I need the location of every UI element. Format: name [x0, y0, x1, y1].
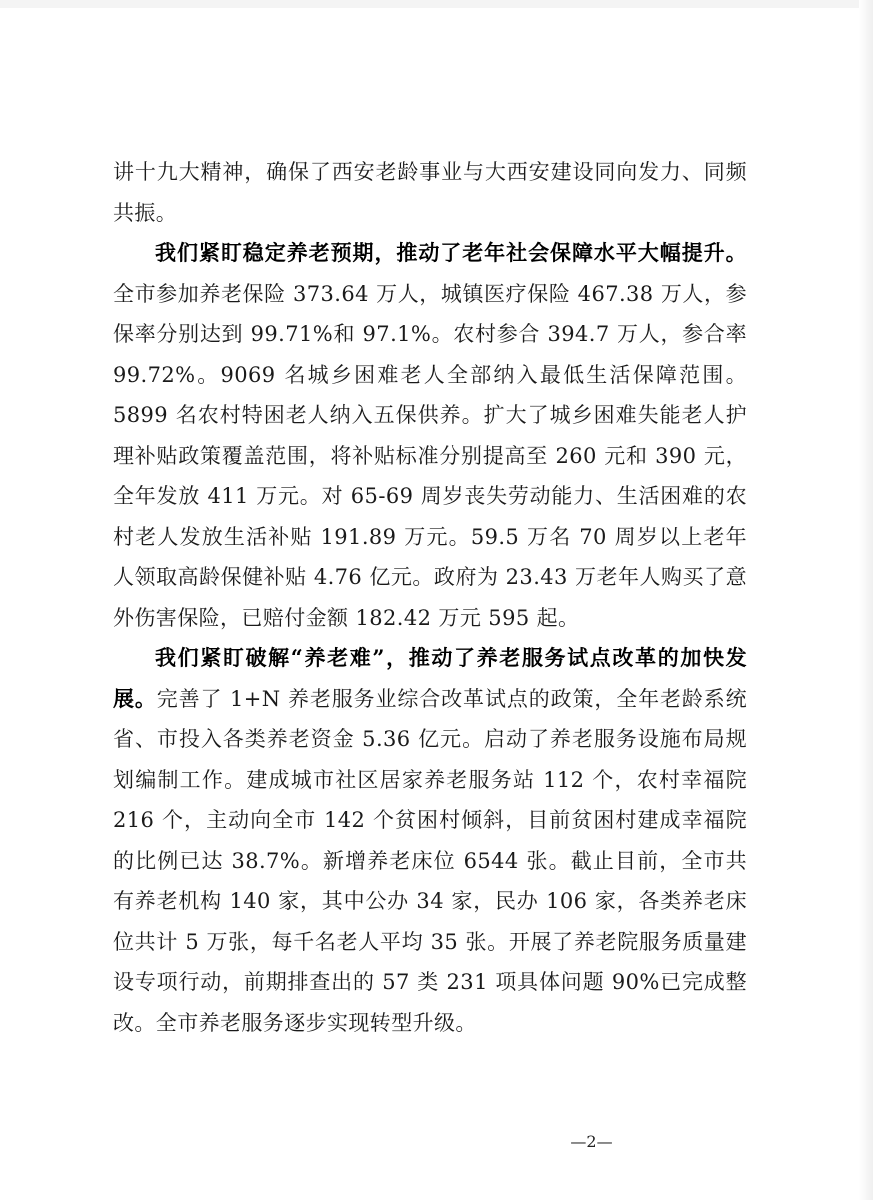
scan-edge-right: [859, 0, 873, 1200]
page-number: —2—: [570, 1132, 613, 1151]
paragraph-text: 完善了 1+N 养老服务业综合改革试点的政策，全年老龄系统省、市投入各类养老资金 5.36 亿元。启动了养老服务设施布局规划编制工作。建成城市社区居家养老服务站 112 个，农村幸福院 216 个，主动向全市 142 个贫困村倾斜，目前贫困村建成幸福院的比例已达 38.7%。新增养老床位 6544 张。截止目前，全市共有养老机构 140 家，其中公办 34 家，民办 106 家，各类养老床位共计 5 万张，每千名老人平均 35 张。开展了养老院服务质量建设专项行动，前期排查出的 57 类 231 项具体问题 90%已完成整改。全市养老服务逐步实现转型升级。: [113, 686, 747, 1035]
body-text: [113, 152, 747, 1043]
paragraph-text: 全市参加养老保险 373.64 万人，城镇医疗保险 467.38 万人，参保率分别达到 99.71%和 97.1%。农村参合 394.7 万人，参合率 99.72%。9069 名城乡困难老人全部纳入最低生活保障范围。5899 名农村特困老人纳入五保供养。扩大了城乡困难失能老人护理补贴政策覆盖范围，将补贴标准分别提高至 260 元和 390 元，全年发放 411 万元。对 65-69 周岁丧失劳动能力、生活困难的农村老人发放生活补贴 191.89 万元。59.5 万名 70 周岁以上老年人领取高龄保健补贴 4.76 亿元。政府为 23.43 万老年人购买了意外伤害保险，已赔付金额 182.42 万元 595 起。: [113, 281, 747, 630]
paragraph-continuation: [113, 152, 747, 233]
paragraph-elderly-care-reform: [113, 638, 747, 1043]
paragraph-social-security: [113, 233, 747, 638]
paragraph-lead: 我们紧盯破解“养老难”，推动了养老服务试点改革的加快发展。: [113, 645, 747, 711]
paragraph-text: 讲十九大精神，确保了西安老龄事业与大西安建设同向发力、同频共振。: [113, 160, 747, 225]
paragraph-lead: 我们紧盯稳定养老预期，推动了老年社会保障水平大幅提升。: [155, 240, 747, 265]
scan-edge-top: [0, 0, 873, 8]
